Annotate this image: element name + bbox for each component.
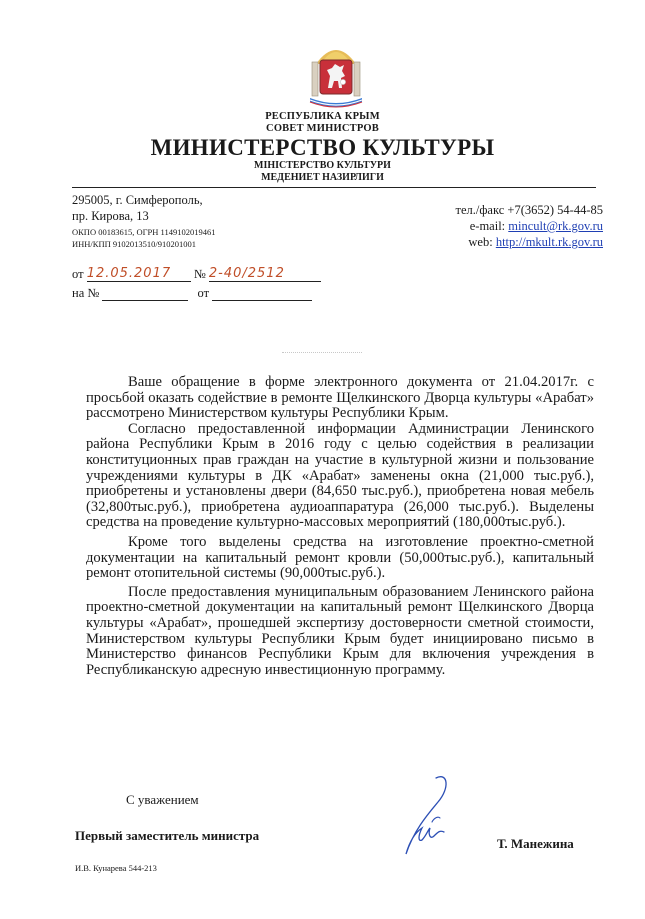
web-link[interactable]: http://mkult.rk.gov.ru: [495, 235, 603, 249]
number-label: №: [193, 267, 206, 281]
handwritten-date: 12.05.2017: [87, 266, 191, 282]
from2-label: от: [197, 286, 210, 300]
on-number-label: на №: [72, 286, 100, 300]
header-divider: [72, 187, 596, 188]
column-right: [354, 62, 360, 96]
handwritten-number: 2-40/2512: [209, 266, 321, 282]
email-link[interactable]: mincult@rk.gov.ru: [508, 219, 603, 233]
header-republic: РЕСПУБЛИКА КРЫМ: [265, 111, 380, 122]
handwritten-signature: [388, 770, 468, 865]
web-label: web:: [468, 235, 493, 249]
email-label: e-mail:: [469, 219, 506, 233]
from2-blank: [212, 287, 312, 301]
faint-registration-mark: [282, 352, 362, 353]
griffin-pearl: [340, 79, 345, 84]
closing-regards: С уважением: [126, 792, 199, 807]
paragraph-1: Ваше обращение в форме электронного документа от 21.04.2017г. с просьбой оказать содействие в ремонте Щелкинского Дворца культуры «Арабат» рассмотрено Министерством культуры Республики Крым.: [86, 374, 594, 422]
contact-web: [468, 235, 603, 250]
header-ministry: МИНИСТЕРСТВО КУЛЬТУРЫ: [150, 135, 495, 160]
on-number-blank: [102, 287, 188, 301]
address-line-2: пр. Кирова, 13: [72, 209, 149, 223]
phone-value: +7(3652) 54-44-85: [507, 203, 603, 217]
header-ministry-ua: МІНІСТЕРСТВО КУЛЬТУРИ: [254, 160, 391, 171]
executor-note: И.В. Кунарева 544-213: [75, 863, 157, 873]
signer-position: Первый заместитель министра: [75, 828, 260, 843]
outgoing-reference: [72, 266, 321, 282]
contact-phone: [455, 203, 603, 218]
paragraph-4: После предоставления муниципальным образованием Ленинского района проектно-сметной документации на капитальный ремонт Щелкинского Дворца культуры «Арабат», прошедшей экспертизу достоверности сметной стоимости, Министерством культуры Республики Крым будет инициировано письмо в Министерство финансов Республики Крым для включения учреждения в Республиканскую адресную инвестиционную программу.: [86, 583, 594, 678]
incoming-reference: [72, 286, 312, 301]
contact-email: [470, 219, 603, 234]
paragraph-3: Кроме того выделены средства на изготовление проектно-сметной документации на капитальный ремонт кровли (50,000тыс.руб.), капитальный ремонт отопительной системы (90,000тыс.руб.).: [86, 533, 594, 582]
header-ministry-crh: МЕДЕНИЕТ НАЗИРЛИГИ: [261, 172, 384, 183]
okpo-ogrn: ОКПО 00183615, ОГРН 1149102019461: [72, 227, 216, 237]
paragraph-2: Согласно предоставленной информации Администрации Ленинского района Республики Крым в 2016 году с целью содействия в реализации конституционных прав граждан на участие в культурной жизни и пользование учреждениями культуры в ДК «Арабат» заменены окна (21,000 тыс.руб.), приобретены и установлены двери (84,650 тыс.руб.), приобретена новая мебель (32,800тыс.руб.), приобретена аудиоаппаратура (26,000 тыс.руб.). Выделены средства на проведение культурно-массовых мероприятий (180,000тыс.руб.).: [86, 420, 594, 531]
letter-body: [86, 375, 594, 678]
column-left: [312, 62, 318, 96]
signer-name: Т. Манежина: [497, 836, 574, 851]
from-label: от: [72, 267, 84, 281]
inn-kpp: ИНН/КПП 9102013510/910201001: [72, 239, 196, 249]
header-council: СОВЕТ МИНИСТРОВ: [266, 123, 379, 134]
address-line-1: 295005, г. Симферополь,: [72, 193, 203, 207]
phone-label: тел./факс: [455, 203, 505, 217]
crimea-coat-of-arms: [308, 38, 364, 108]
